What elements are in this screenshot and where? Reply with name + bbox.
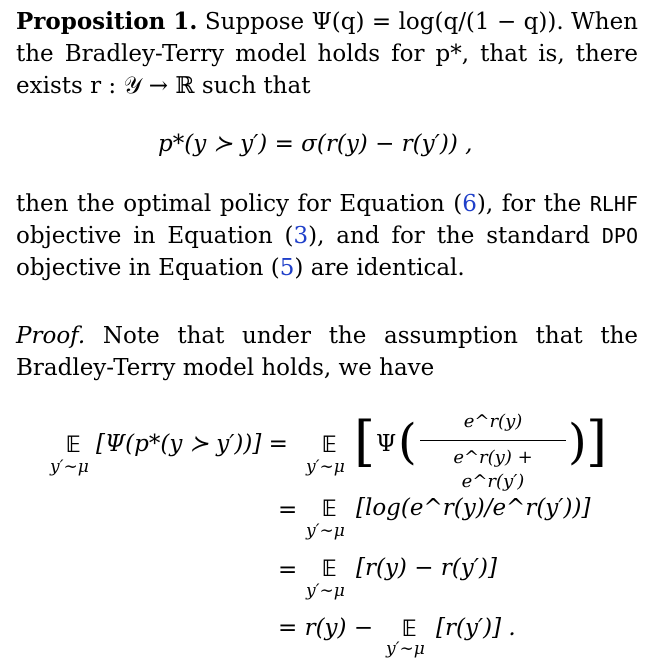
- expectation-subscript-2: y′∼μ: [306, 457, 345, 477]
- expectation-symbol-5: 𝔼: [402, 617, 418, 642]
- proposition-paragraph: [16, 6, 638, 102]
- proposition-line2: When the Bradley-Terry model holds for p*, that is,: [16, 9, 638, 67]
- big-left-bracket: [: [354, 410, 376, 473]
- conclusion-text-1: then the optimal policy for Equation (: [16, 191, 463, 217]
- expectation-subscript-1: y′∼μ: [50, 457, 89, 477]
- expectation-subscript-5: y′∼μ: [386, 639, 425, 659]
- derivation-line2-body: [log(e^r(y)/e^r(y′))]: [356, 495, 591, 521]
- big-right-bracket: ]: [586, 410, 608, 473]
- proof-text: Note that under the assumption that the Bradley-Terry model holds, we have: [16, 323, 638, 381]
- proposition-line1: Suppose Ψ(q) = log(q/(1 − q)).: [204, 9, 564, 35]
- display-equation-lhs: p*(y ≻ y′): [158, 131, 268, 157]
- fraction-bar: [420, 440, 566, 441]
- proof-paragraph: [16, 320, 638, 384]
- display-equation-rhs: = σ(r(y) − r(y′)) ,: [274, 131, 473, 157]
- conclusion-paragraph: [16, 188, 638, 284]
- derivation-line4-body: [r(y′)] .: [436, 615, 516, 641]
- conclusion-text-3: objective in Equation (: [16, 223, 294, 249]
- expectation-subscript-4: y′∼μ: [306, 581, 345, 601]
- derivation-line3-eq: =: [278, 557, 298, 583]
- proposition-title: Proposition 1.: [16, 8, 198, 35]
- equation-ref-5[interactable]: 5: [279, 255, 295, 281]
- fraction-denominator: e^r(y) + e^r(y′): [453, 447, 533, 492]
- code-rlhf: RLHF: [589, 192, 638, 216]
- equation-ref-3[interactable]: 3: [293, 223, 309, 249]
- derivation-line4-pre: = r(y) −: [278, 615, 374, 641]
- expectation-symbol-4: 𝔼: [322, 557, 338, 582]
- derivation-line3-body: [r(y) − r(y′)]: [356, 555, 497, 581]
- derivation-line2-eq: =: [278, 497, 298, 523]
- conclusion-text-6: ) are identical.: [294, 255, 465, 281]
- derivation-line1-lhs: [Ψ(p*(y ≻ y′))] =: [96, 431, 288, 457]
- display-equation: [158, 128, 472, 160]
- proposition-line3: there exists r : 𝒴 → ℝ such that: [16, 41, 639, 99]
- expectation-symbol-2: 𝔼: [322, 433, 338, 458]
- derivation-line1-psi: Ψ: [376, 431, 397, 457]
- expectation-symbol-3: 𝔼: [322, 497, 338, 522]
- big-right-paren: ): [568, 414, 587, 470]
- equation-ref-6[interactable]: 6: [462, 191, 477, 217]
- proof-label: Proof.: [16, 323, 86, 349]
- conclusion-text-2: ), for the: [476, 191, 590, 217]
- expectation-symbol-1: 𝔼: [66, 433, 82, 458]
- conclusion-text-5: objective in Equation (: [16, 255, 280, 281]
- code-dpo: DPO: [601, 224, 638, 248]
- big-left-paren: (: [398, 414, 417, 470]
- fraction-numerator: e^r(y): [463, 411, 523, 432]
- expectation-subscript-3: y′∼μ: [306, 521, 345, 541]
- conclusion-text-4: ), and for the standard: [308, 223, 602, 249]
